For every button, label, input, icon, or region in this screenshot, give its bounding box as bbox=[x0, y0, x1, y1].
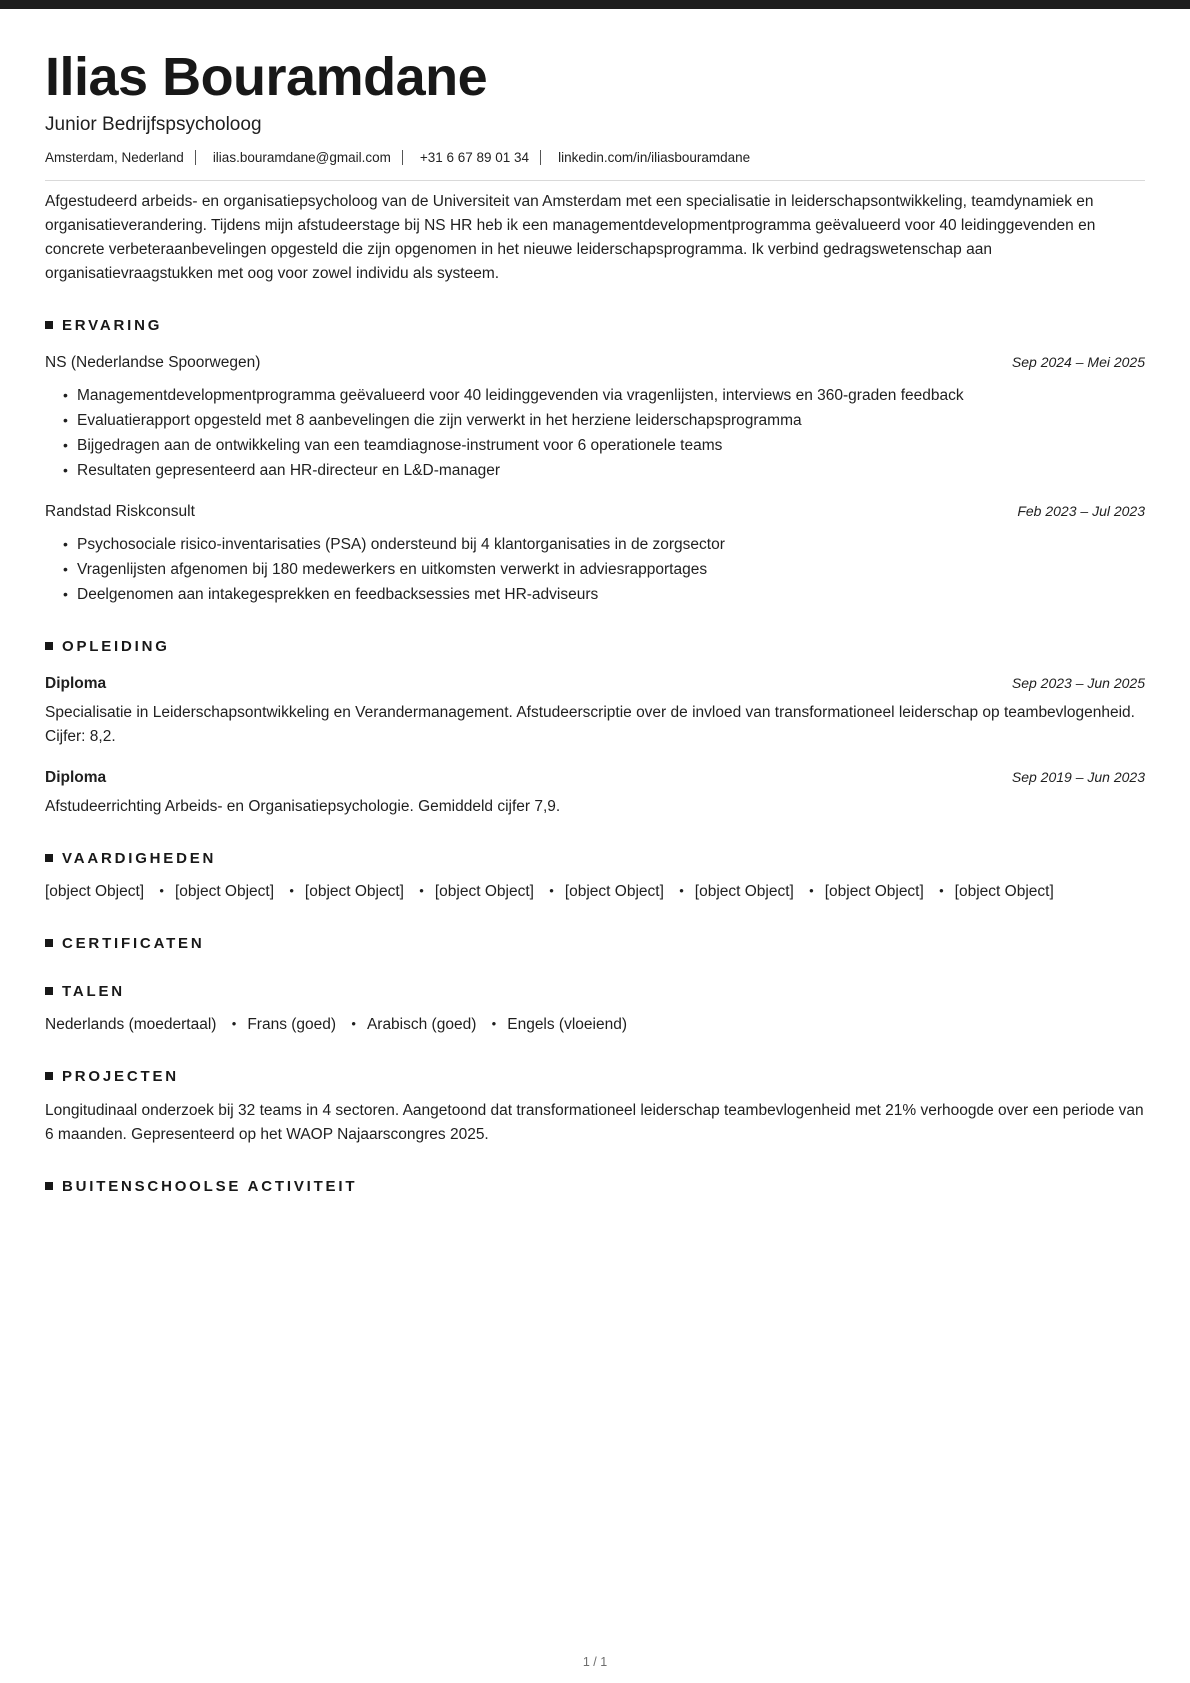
languages-list bbox=[45, 1013, 1145, 1037]
section-marker-icon bbox=[45, 939, 53, 947]
bullet-item: • Vragenlijsten afgenomen bij 180 medewerkers en uitkomsten verwerkt in adviesrapportages bbox=[63, 557, 1145, 582]
top-accent-bar bbox=[0, 0, 1190, 9]
language-item: • Frans (goed) bbox=[232, 1016, 336, 1033]
section-heading-ervaring bbox=[45, 317, 1145, 334]
section-marker-icon bbox=[45, 987, 53, 995]
experience-bullet-list bbox=[63, 383, 1145, 483]
date-range: Feb 2023 – Jul 2023 bbox=[1017, 502, 1145, 519]
contact-divider bbox=[402, 150, 403, 165]
employer-name: NS (Nederlandse Spoorwegen) bbox=[45, 353, 261, 371]
contact-divider bbox=[195, 150, 196, 165]
bullet-item: • Psychosociale risico-inventarisaties (PSA) ondersteund bij 4 klantorganisaties in de zorgsector bbox=[63, 532, 1145, 557]
section-heading-buitenschoolse-activiteit bbox=[45, 1178, 1145, 1195]
date-range: Sep 2023 – Jun 2025 bbox=[1011, 674, 1145, 691]
skill-item: • [object Object] bbox=[549, 883, 664, 900]
section-heading-label: OPLEIDING bbox=[62, 637, 170, 655]
section-heading-label: ERVARING bbox=[62, 316, 163, 334]
bullet-item: • Evaluatierapport opgesteld met 8 aanbevelingen die zijn verwerkt in het herziene leiderschapsprogramma bbox=[63, 408, 1145, 433]
contact-email: ilias.bouramdane@gmail.com bbox=[212, 149, 391, 165]
section-projecten bbox=[45, 1068, 1145, 1147]
section-marker-icon bbox=[45, 854, 53, 862]
section-talen bbox=[45, 983, 1145, 1037]
resume-header bbox=[45, 49, 1145, 181]
skill-item: • [object Object] bbox=[159, 883, 274, 900]
experience-entry bbox=[45, 503, 1145, 607]
entry-header bbox=[45, 503, 1145, 521]
section-heading-vaardigheden bbox=[45, 850, 1145, 867]
degree-name: Diploma bbox=[45, 768, 107, 786]
section-opleiding bbox=[45, 638, 1145, 819]
employer-name: Randstad Riskconsult bbox=[45, 502, 195, 520]
contact-linkedin: linkedin.com/in/iliasbouramdane bbox=[558, 149, 751, 165]
skill-item: • [object Object] bbox=[679, 883, 794, 900]
profile-summary: Afgestudeerd arbeids- en organisatiepsycholoog van de Universiteit van Amsterdam met een specialisatie in leiderschapsontwikkeling, teamdynamiek en organisatieverandering. Tijdens mijn afstudeerstage bij NS HR heb ik een managementdevelopmentprogramma geëvalueerd voor 40 leidinggevenden en concrete verbeteraanbevelingen opgesteld die zijn opgenomen in het nieuwe leiderschapsprogramma. Ik verbind gedragswetenschap aan organisatievraagstukken met oog voor zowel individu als systeem. bbox=[45, 192, 1096, 282]
section-certificaten bbox=[45, 935, 1145, 952]
skills-list bbox=[45, 880, 1145, 904]
language-item: • Engels (vloeiend) bbox=[492, 1016, 627, 1033]
skill-item: • [object Object] bbox=[939, 883, 1054, 900]
entry-header bbox=[45, 354, 1145, 372]
section-marker-icon bbox=[45, 642, 53, 650]
page-number: 1 / 1 bbox=[582, 1655, 608, 1669]
section-heading-label: BUITENSCHOOLSE ACTIVITEIT bbox=[62, 1177, 358, 1195]
section-heading-certificaten bbox=[45, 935, 1145, 952]
section-marker-icon bbox=[45, 1072, 53, 1080]
education-description: Afstudeerrichting Arbeids- en Organisatiepsychologie. Gemiddeld cijfer 7,9. bbox=[45, 797, 561, 815]
bullet-item: • Resultaten gepresenteerd aan HR-directeur en L&D-manager bbox=[63, 458, 1145, 483]
section-heading-label: VAARDIGHEDEN bbox=[62, 849, 217, 867]
bullet-item: • Managementdevelopmentprogramma geëvalueerd voor 40 leidinggevenden via vragenlijsten, interviews en 360-graden feedback bbox=[63, 383, 1145, 408]
section-marker-icon bbox=[45, 1182, 53, 1190]
skill-item: • [object Object] bbox=[809, 883, 924, 900]
degree-name: Diploma bbox=[45, 674, 107, 692]
project-description: Longitudinaal onderzoek bij 32 teams in 4 sectoren. Aangetoond dat transformationeel leiderschap teambevlogenheid met 21% verhoogde over een periode van 6 maanden. Gepresenteerd op het WAOP Najaarscongres 2025. bbox=[45, 1101, 1144, 1143]
contact-row bbox=[45, 150, 1145, 165]
resume-content bbox=[0, 9, 1190, 1195]
education-entry bbox=[45, 675, 1145, 749]
education-entry bbox=[45, 769, 1145, 819]
contact-divider bbox=[540, 150, 541, 165]
contact-location: Amsterdam, Nederland bbox=[45, 149, 184, 165]
section-heading-opleiding bbox=[45, 638, 1145, 655]
section-ervaring bbox=[45, 317, 1145, 607]
entry-header bbox=[45, 769, 1145, 787]
date-range: Sep 2019 – Jun 2023 bbox=[1011, 768, 1145, 785]
section-heading-label: TALEN bbox=[62, 982, 125, 1000]
date-range: Sep 2024 – Mei 2025 bbox=[1011, 353, 1145, 370]
candidate-name: Ilias Bouramdane bbox=[45, 47, 488, 107]
skill-item: • [object Object] bbox=[419, 883, 534, 900]
contact-phone: +31 6 67 89 01 34 bbox=[419, 149, 530, 165]
job-title: Junior Bedrijfspsycholoog bbox=[45, 113, 262, 135]
section-buitenschoolse-activiteit bbox=[45, 1178, 1145, 1195]
section-heading-label: PROJECTEN bbox=[62, 1067, 179, 1085]
section-heading-label: CERTIFICATEN bbox=[62, 934, 205, 952]
language-item: Nederlands (moedertaal) bbox=[45, 1015, 217, 1033]
skill-item: [object Object] bbox=[45, 882, 145, 900]
bullet-item: • Bijgedragen aan de ontwikkeling van een teamdiagnose-instrument voor 6 operationele teams bbox=[63, 433, 1145, 458]
skill-item: • [object Object] bbox=[289, 883, 404, 900]
experience-entry bbox=[45, 354, 1145, 483]
education-description: Specialisatie in Leiderschapsontwikkeling en Verandermanagement. Afstudeerscriptie over de invloed van transformationeel leiderschap op teambevlogenheid. Cijfer: 8,2. bbox=[45, 703, 1135, 745]
entry-header bbox=[45, 675, 1145, 693]
language-item: • Arabisch (goed) bbox=[351, 1016, 476, 1033]
experience-bullet-list bbox=[63, 532, 1145, 607]
bullet-item: • Deelgenomen aan intakegesprekken en feedbacksessies met HR-adviseurs bbox=[63, 582, 1145, 607]
section-heading-projecten bbox=[45, 1068, 1145, 1085]
section-heading-talen bbox=[45, 983, 1145, 1000]
section-vaardigheden bbox=[45, 850, 1145, 904]
section-marker-icon bbox=[45, 321, 53, 329]
header-divider bbox=[45, 180, 1145, 181]
